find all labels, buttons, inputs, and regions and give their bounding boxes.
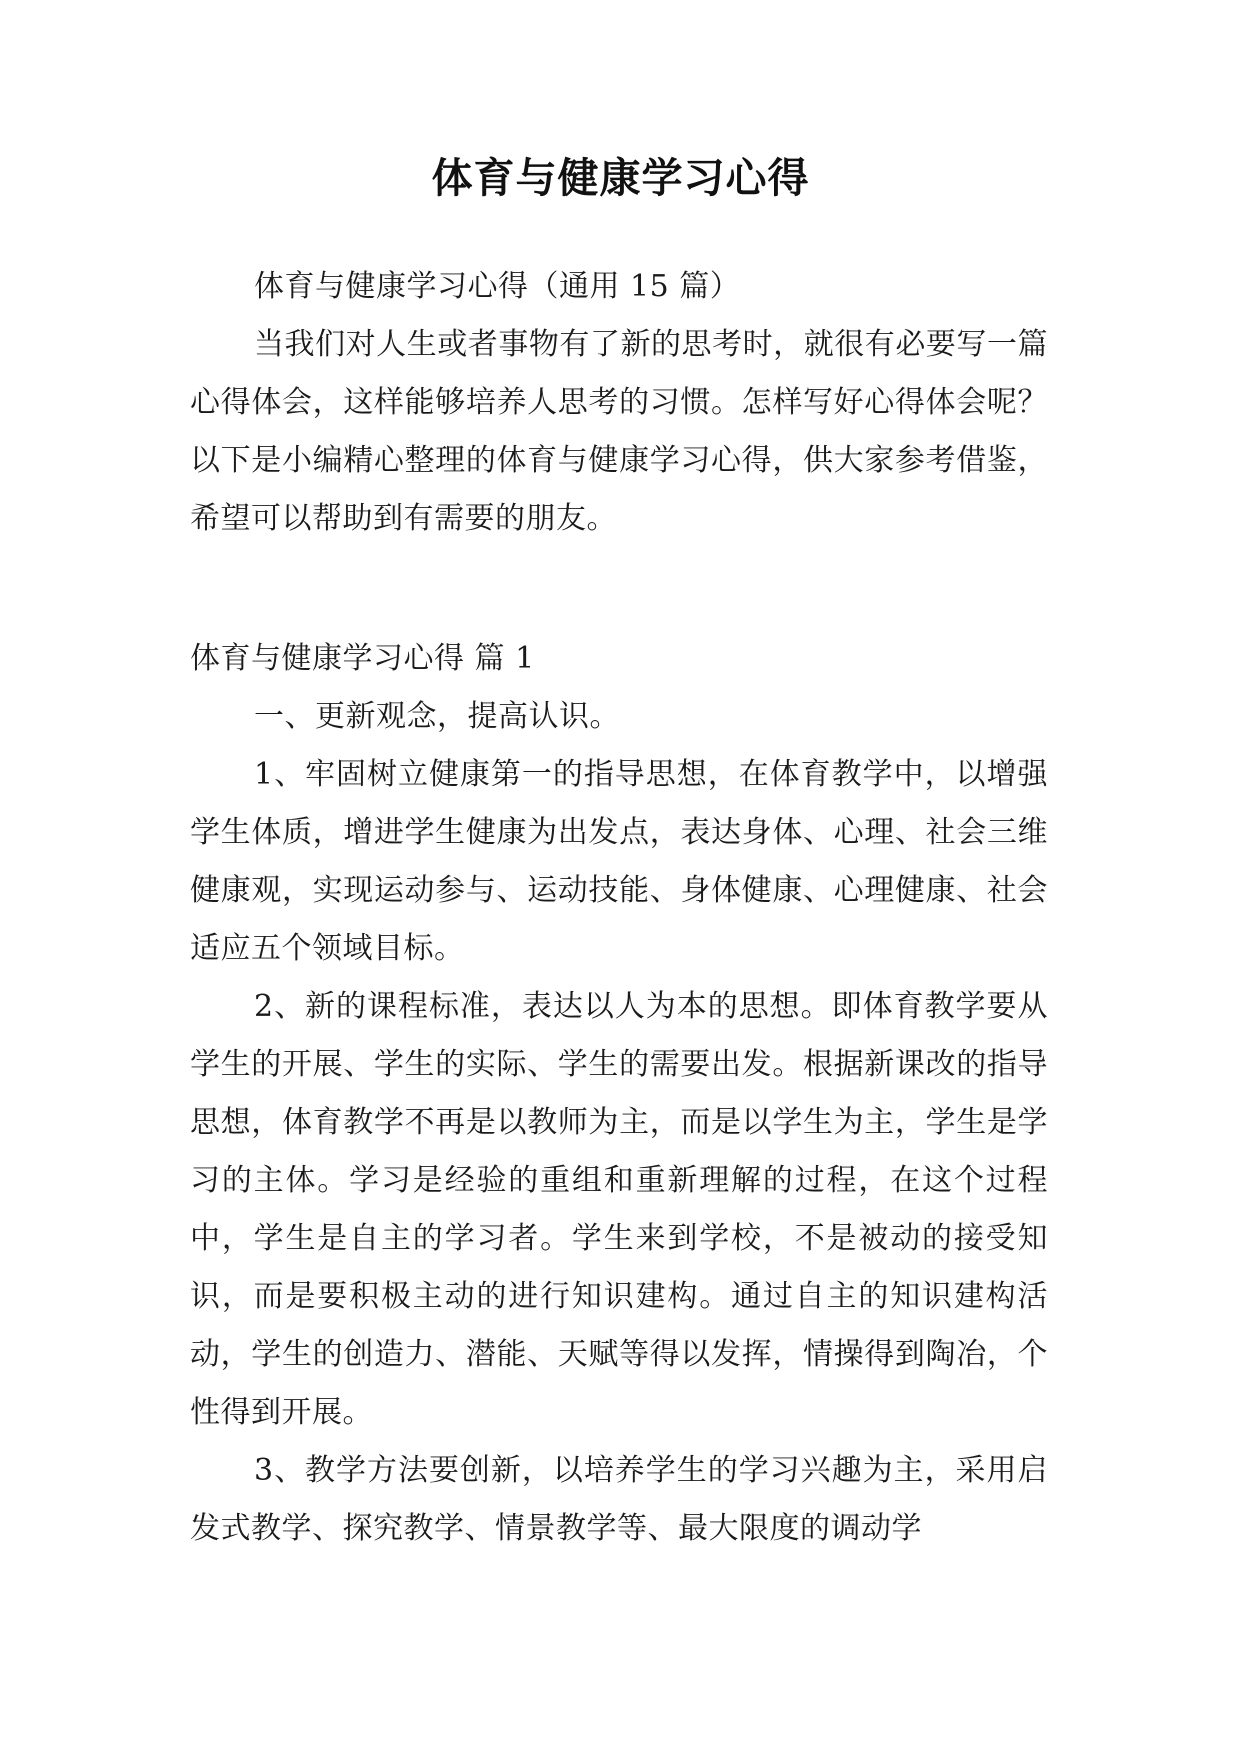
document-title: 体育与健康学习心得 bbox=[431, 154, 810, 202]
article-paragraph: 1、牢固树立健康第一的指导思想，在体育教学中，以增强学生体质，增进学生健康为出发点，表达身体、心理、社会三维健康观，实现运动参与、运动技能、身体健康、心理健康、社会适应五个领域目标。 bbox=[190, 757, 1048, 966]
article-paragraph: 2、新的课程标准，表达以人为本的思想。即体育教学要从学生的开展、学生的实际、学生的需要出发。根据新课改的指导思想，体育教学不再是以教师为主，而是以学生为主，学生是学习的主体。学习是经验的重组和重新理解的过程，在这个过程中，学生是自主的学习者。学生来到学校，不是被动的接受知识，而是要积极主动的进行知识建构。通过自主的知识建构活动，学生的创造力、潜能、天赋等得以发挥，情操得到陶冶，个性得到开展。 bbox=[190, 989, 1048, 1430]
article-heading: 体育与健康学习心得 篇 1 bbox=[190, 641, 535, 676]
article-section bbox=[190, 630, 1048, 1558]
article-paragraph: 一、更新观念，提高认识。 bbox=[254, 699, 620, 734]
article-paragraph: 3、教学方法要创新，以培养学生的学习兴趣为主，采用启发式教学、探究教学、情景教学等、最大限度的调动学 bbox=[190, 1453, 1048, 1546]
document-subtitle: 体育与健康学习心得（通用 15 篇） bbox=[254, 269, 741, 304]
intro-section bbox=[190, 258, 1048, 548]
intro-paragraph: 当我们对人生或者事物有了新的思考时，就很有必要写一篇心得体会，这样能够培养人思考的习惯。怎样写好心得体会呢？以下是小编精心整理的体育与健康学习心得，供大家参考借鉴，希望可以帮助到有需要的朋友。 bbox=[190, 327, 1048, 536]
